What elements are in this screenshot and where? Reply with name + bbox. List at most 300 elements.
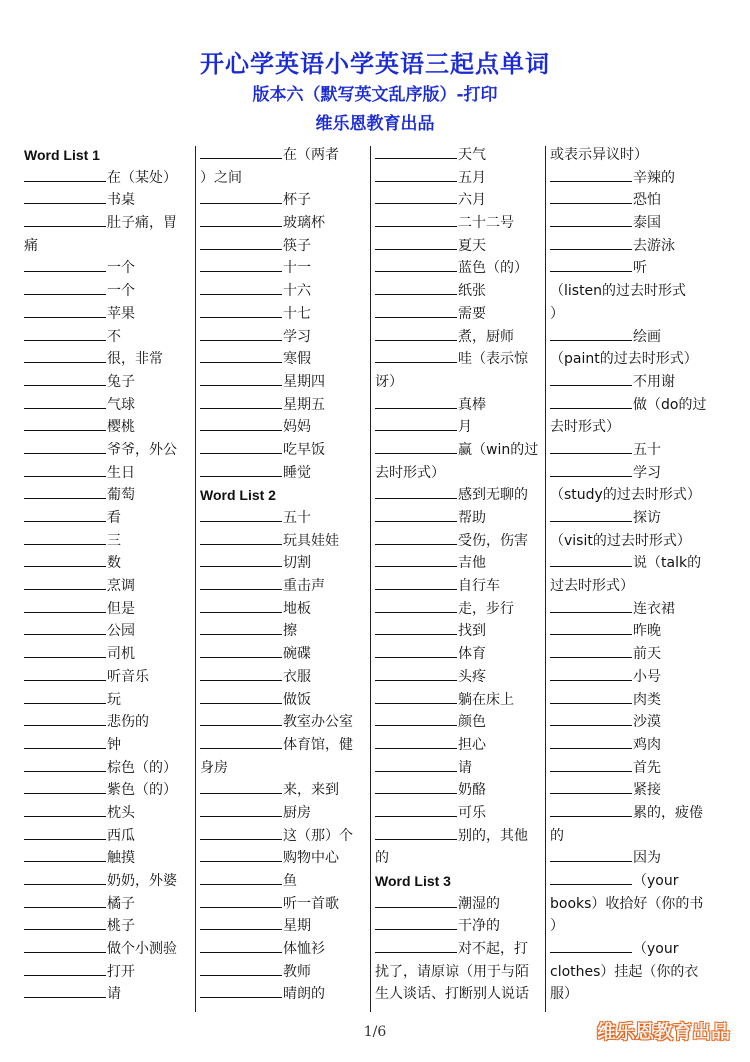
- word-entry: [375, 575, 545, 598]
- word-entry-text: 体恤衫: [283, 941, 325, 958]
- answer-blank: [375, 280, 457, 295]
- word-entry-text: 棕色（的）: [107, 759, 177, 776]
- word-entry: [550, 552, 720, 575]
- word-entry-text: 兔子: [107, 373, 135, 390]
- word-entry: [375, 462, 545, 485]
- word-entry: [375, 757, 545, 780]
- word-entry-text: 做个小测验: [107, 941, 177, 958]
- word-entry-text: 生日: [107, 464, 135, 481]
- word-entry-text: 请: [107, 986, 121, 1003]
- word-entry-text: 西瓜: [107, 827, 135, 844]
- word-entry: [375, 212, 545, 235]
- answer-blank: [200, 961, 282, 976]
- answer-blank: [375, 643, 457, 658]
- answer-blank: [375, 915, 457, 930]
- word-entry: [24, 552, 194, 575]
- word-entry-text: 玻璃杯: [283, 215, 325, 232]
- answer-blank: [550, 326, 632, 341]
- word-entry-text: ）之间: [200, 169, 242, 186]
- word-entry-text: 去时形式）: [550, 419, 620, 436]
- answer-blank: [550, 394, 632, 409]
- word-entry: [375, 802, 545, 825]
- word-entry: [550, 915, 720, 938]
- word-entry-text: 五月: [458, 169, 486, 186]
- word-entry: [550, 847, 720, 870]
- answer-blank: [550, 870, 632, 885]
- word-column-1: [24, 144, 194, 1010]
- word-entry-text: 寒假: [283, 351, 311, 368]
- word-entry: [200, 394, 370, 417]
- page-title: 开心学英语小学英语三起点单词: [200, 50, 550, 78]
- answer-blank: [375, 802, 457, 817]
- word-entry: [550, 257, 720, 280]
- word-entry: [550, 371, 720, 394]
- word-entry: [200, 643, 370, 666]
- word-entry: [375, 666, 545, 689]
- word-entry-text: 衣服: [283, 668, 311, 685]
- word-entry: [550, 303, 720, 326]
- answer-blank: [375, 167, 457, 182]
- answer-blank: [375, 552, 457, 567]
- word-entry-text: （your: [633, 941, 679, 958]
- word-entry: [550, 983, 720, 1006]
- answer-blank: [200, 983, 282, 998]
- word-entry: [24, 847, 194, 870]
- word-entry: [375, 961, 545, 984]
- answer-blank: [200, 507, 282, 522]
- word-entry-text: 碗碟: [283, 646, 311, 663]
- word-entry-text: 肚子痛，胃: [107, 215, 177, 232]
- word-entry-text: 或表示异议时）: [550, 147, 648, 163]
- word-entry-text: 星期五: [283, 396, 325, 413]
- answer-blank: [24, 689, 106, 704]
- word-entry: [24, 484, 194, 507]
- word-entry: [375, 439, 545, 462]
- word-entry: [375, 416, 545, 439]
- answer-blank: [24, 189, 106, 204]
- word-entry-text: 奶奶，外婆: [107, 873, 177, 889]
- word-entry: [200, 983, 370, 1006]
- word-entry-text: 扰了，请原谅（用于与陌: [375, 963, 529, 980]
- answer-blank: [200, 326, 282, 341]
- word-entry: [200, 326, 370, 349]
- word-entry: [200, 893, 370, 916]
- word-entry-text: 悲伤的: [107, 714, 149, 731]
- word-entry-text: 三: [107, 532, 121, 549]
- word-entry: [24, 870, 194, 893]
- word-entry-text: 厨房: [283, 804, 311, 821]
- word-list-heading: [24, 144, 194, 167]
- word-entry: [375, 507, 545, 530]
- word-entry-text: 的: [375, 850, 389, 867]
- word-entry: [375, 235, 545, 258]
- answer-blank: [200, 575, 282, 590]
- column-divider: [370, 146, 371, 1012]
- word-column-4: [550, 144, 720, 1010]
- word-entry-text: 书桌: [107, 192, 135, 209]
- word-entry-text: 蓝色（的）: [458, 260, 528, 277]
- answer-blank: [550, 938, 632, 953]
- word-entry: [375, 530, 545, 553]
- answer-blank: [375, 575, 457, 590]
- word-entry-text: 玩具娃娃: [283, 532, 339, 549]
- word-entry: [550, 189, 720, 212]
- word-entry: [24, 779, 194, 802]
- word-entry-text: 听一首歌: [283, 895, 339, 912]
- word-entry: [550, 326, 720, 349]
- answer-blank: [375, 189, 457, 204]
- word-entry: [375, 144, 545, 167]
- answer-blank: [200, 439, 282, 454]
- answer-blank: [375, 303, 457, 318]
- answer-blank: [200, 280, 282, 295]
- word-entry: [375, 257, 545, 280]
- answer-blank: [24, 734, 106, 749]
- answer-blank: [375, 439, 457, 454]
- answer-blank: [200, 394, 282, 409]
- word-entry-text: 地板: [283, 600, 311, 617]
- word-entry-text: （your: [633, 873, 679, 889]
- word-entry-text: 五十: [633, 441, 661, 458]
- word-entry: [550, 643, 720, 666]
- word-entry: [24, 257, 194, 280]
- answer-blank: [375, 734, 457, 749]
- word-entry: [200, 507, 370, 530]
- word-entry: [550, 484, 720, 507]
- word-entry: [24, 938, 194, 961]
- column-divider: [545, 146, 546, 1012]
- word-entry-text: clothes）挂起（你的衣: [550, 963, 699, 980]
- answer-blank: [24, 257, 106, 272]
- word-entry: [200, 711, 370, 734]
- word-entry: [550, 598, 720, 621]
- answer-blank: [550, 371, 632, 386]
- answer-blank: [200, 552, 282, 567]
- word-entry: [200, 734, 370, 757]
- word-entry: [375, 825, 545, 848]
- word-entry-text: 公园: [107, 623, 135, 640]
- word-entry-text: 真棒: [458, 396, 486, 413]
- word-entry: [200, 212, 370, 235]
- word-entry-text: 购物中心: [283, 850, 339, 867]
- answer-blank: [24, 757, 106, 772]
- publisher-line: 维乐恩教育出品: [315, 114, 435, 134]
- word-entry-text: 前天: [633, 646, 661, 663]
- word-entry: [24, 235, 194, 258]
- word-entry-text: ）: [550, 918, 564, 935]
- word-entry-text: 教室办公室: [283, 714, 353, 731]
- answer-blank: [24, 484, 106, 499]
- answer-blank: [24, 711, 106, 726]
- word-entry: [24, 711, 194, 734]
- word-entry-text: 痛: [24, 237, 38, 254]
- answer-blank: [24, 439, 106, 454]
- answer-blank: [24, 371, 106, 386]
- word-entry-text: 数: [107, 555, 121, 572]
- word-entry-text: 钟: [107, 736, 121, 753]
- word-entry-text: 来，来到: [283, 782, 339, 799]
- answer-blank: [550, 802, 632, 817]
- word-entry-text: 紧接: [633, 782, 661, 799]
- word-entry: [24, 507, 194, 530]
- answer-blank: [24, 416, 106, 431]
- word-entry-text: 学习: [633, 464, 661, 481]
- answer-blank: [24, 167, 106, 182]
- word-entry-text: 枕头: [107, 804, 135, 821]
- word-entry: [375, 983, 545, 1006]
- word-entry: [375, 779, 545, 802]
- word-entry: [550, 575, 720, 598]
- answer-blank: [24, 779, 106, 794]
- word-entry-text: （listen的过去时形式: [550, 283, 687, 300]
- word-entry: [24, 326, 194, 349]
- word-entry-text: 气球: [107, 396, 135, 413]
- answer-blank: [24, 620, 106, 635]
- word-entry: [375, 167, 545, 190]
- word-entry-text: （paint的过去时形式）: [550, 351, 698, 368]
- word-entry-text: 做饭: [283, 691, 311, 708]
- word-entry-text: 讶）: [375, 373, 403, 390]
- word-entry: [200, 167, 370, 190]
- answer-blank: [24, 870, 106, 885]
- word-entry-text: 体育馆，健: [283, 736, 353, 753]
- word-entry-text: 因为: [633, 850, 661, 867]
- word-entry-text: 沙漠: [633, 714, 661, 731]
- word-entry-text: 烹调: [107, 578, 135, 595]
- word-entry: [375, 689, 545, 712]
- word-entry: [200, 462, 370, 485]
- answer-blank: [200, 189, 282, 204]
- word-entry-text: 奶酪: [458, 782, 486, 799]
- word-entry-text: 但是: [107, 600, 135, 617]
- answer-blank: [200, 144, 282, 159]
- column-divider: [195, 146, 196, 1012]
- answer-blank: [375, 484, 457, 499]
- answer-blank: [24, 507, 106, 522]
- answer-blank: [550, 189, 632, 204]
- word-entry: [375, 711, 545, 734]
- word-list-heading: [375, 870, 545, 893]
- word-list-heading: [200, 484, 370, 507]
- word-entry: [375, 643, 545, 666]
- answer-blank: [375, 326, 457, 341]
- answer-blank: [375, 779, 457, 794]
- answer-blank: [375, 620, 457, 635]
- word-entry-text: 找到: [458, 623, 486, 640]
- word-entry: [200, 280, 370, 303]
- answer-blank: [550, 779, 632, 794]
- answer-blank: [550, 235, 632, 250]
- word-entry-text: 感到无聊的: [458, 487, 528, 504]
- word-entry: [550, 507, 720, 530]
- word-entry: [375, 915, 545, 938]
- answer-blank: [375, 144, 457, 159]
- answer-blank: [24, 348, 106, 363]
- word-entry-text: 走，步行: [458, 600, 514, 617]
- word-entry-text: 筷子: [283, 237, 311, 254]
- word-entry: [24, 303, 194, 326]
- answer-blank: [24, 961, 106, 976]
- word-entry: [24, 371, 194, 394]
- answer-blank: [24, 394, 106, 409]
- word-entry: [550, 144, 720, 167]
- word-entry: [24, 462, 194, 485]
- answer-blank: [550, 643, 632, 658]
- word-entry: [200, 416, 370, 439]
- answer-blank: [200, 348, 282, 363]
- word-entry-text: 十七: [283, 305, 311, 322]
- word-entry: [550, 711, 720, 734]
- word-entry: [375, 734, 545, 757]
- answer-blank: [200, 825, 282, 840]
- answer-blank: [550, 257, 632, 272]
- answer-blank: [24, 802, 106, 817]
- answer-blank: [200, 371, 282, 386]
- word-entry-text: 一个: [107, 283, 135, 300]
- word-entry: [375, 552, 545, 575]
- word-entry: [550, 825, 720, 848]
- answer-blank: [375, 711, 457, 726]
- answer-blank: [24, 847, 106, 862]
- word-entry: [24, 983, 194, 1006]
- word-entry: [24, 961, 194, 984]
- word-entry-text: 玩: [107, 691, 121, 708]
- word-entry: [200, 870, 370, 893]
- answer-blank: [200, 416, 282, 431]
- answer-blank: [550, 552, 632, 567]
- word-entry: [200, 620, 370, 643]
- word-entry-text: 请: [458, 759, 472, 776]
- word-entry: [550, 462, 720, 485]
- answer-blank: [375, 257, 457, 272]
- word-entry: [550, 779, 720, 802]
- word-entry: [200, 257, 370, 280]
- word-entry: [200, 961, 370, 984]
- word-entry-text: 体育: [458, 646, 486, 663]
- answer-blank: [200, 689, 282, 704]
- answer-blank: [200, 620, 282, 635]
- word-entry-text: 去游泳: [633, 237, 675, 254]
- answer-blank: [375, 598, 457, 613]
- answer-blank: [550, 734, 632, 749]
- word-entry-text: 煮，厨师: [458, 328, 514, 345]
- word-entry-text: 在（两者: [283, 147, 339, 163]
- word-column-3: [375, 144, 545, 1010]
- word-entry-text: 五十: [283, 510, 311, 526]
- answer-blank: [24, 212, 106, 227]
- answer-blank: [200, 257, 282, 272]
- word-entry: [24, 915, 194, 938]
- word-entry-text: 星期四: [283, 373, 325, 390]
- answer-blank: [200, 598, 282, 613]
- word-entry-text: 很，非常: [107, 351, 163, 368]
- word-entry-text: 颜色: [458, 714, 486, 731]
- word-entry-text: 十一: [283, 260, 311, 277]
- answer-blank: [375, 416, 457, 431]
- word-entry-text: 这（那）个: [283, 827, 353, 844]
- word-entry-text: 不用谢: [633, 373, 675, 390]
- answer-blank: [200, 938, 282, 953]
- answer-blank: [24, 893, 106, 908]
- word-entry: [200, 915, 370, 938]
- word-entry: [200, 348, 370, 371]
- word-entry: [200, 144, 370, 167]
- word-entry-text: 重击声: [283, 578, 325, 595]
- word-entry: [550, 212, 720, 235]
- word-entry-text: 潮湿的: [458, 895, 500, 912]
- word-entry-text: 晴朗的: [283, 986, 325, 1003]
- word-entry: [200, 371, 370, 394]
- word-entry-text: 探访: [633, 510, 661, 526]
- answer-blank: [200, 893, 282, 908]
- word-entry-text: 打开: [107, 963, 135, 980]
- word-entry: [550, 757, 720, 780]
- word-entry-text: 桃子: [107, 918, 135, 935]
- answer-blank: [200, 462, 282, 477]
- answer-blank: [375, 825, 457, 840]
- word-entry-text: 在（某处）: [107, 169, 177, 186]
- word-entry: [24, 643, 194, 666]
- word-entry: [375, 938, 545, 961]
- word-entry-text: 首先: [633, 759, 661, 776]
- word-entry-text: 切割: [283, 555, 311, 572]
- word-entry: [375, 189, 545, 212]
- word-entry: [200, 757, 370, 780]
- answer-blank: [24, 938, 106, 953]
- word-entry-text: 睡觉: [283, 464, 311, 481]
- word-entry: [24, 802, 194, 825]
- word-entry-text: 杯子: [283, 192, 311, 209]
- word-entry: [24, 734, 194, 757]
- word-entry: [550, 439, 720, 462]
- word-entry-text: 干净的: [458, 918, 500, 935]
- answer-blank: [375, 938, 457, 953]
- word-entry-text: 身房: [200, 759, 228, 776]
- answer-blank: [200, 847, 282, 862]
- word-entry: [375, 847, 545, 870]
- answer-blank: [24, 643, 106, 658]
- word-entry: [24, 666, 194, 689]
- word-entry-text: 天气: [458, 147, 486, 163]
- word-entry: [550, 802, 720, 825]
- word-entry: [550, 893, 720, 916]
- word-entry: [24, 348, 194, 371]
- answer-blank: [24, 825, 106, 840]
- answer-blank: [550, 689, 632, 704]
- word-list-heading-text: Word List 3: [375, 873, 451, 889]
- word-list-columns: [24, 144, 744, 1014]
- word-entry: [200, 802, 370, 825]
- word-entry-text: 鸡肉: [633, 736, 661, 753]
- word-entry: [550, 620, 720, 643]
- answer-blank: [200, 779, 282, 794]
- answer-blank: [375, 893, 457, 908]
- answer-blank: [550, 212, 632, 227]
- answer-blank: [550, 462, 632, 477]
- word-entry-text: 星期: [283, 918, 311, 935]
- word-entry-text: 触摸: [107, 850, 135, 867]
- word-entry-text: 十六: [283, 283, 311, 300]
- word-entry: [24, 212, 194, 235]
- word-entry: [24, 825, 194, 848]
- word-entry-text: 别的，其他: [458, 827, 528, 844]
- answer-blank: [550, 598, 632, 613]
- word-entry: [200, 779, 370, 802]
- word-entry: [375, 598, 545, 621]
- word-entry-text: 说（talk的: [633, 555, 702, 572]
- answer-blank: [550, 847, 632, 862]
- word-entry-text: 昨晚: [633, 623, 661, 640]
